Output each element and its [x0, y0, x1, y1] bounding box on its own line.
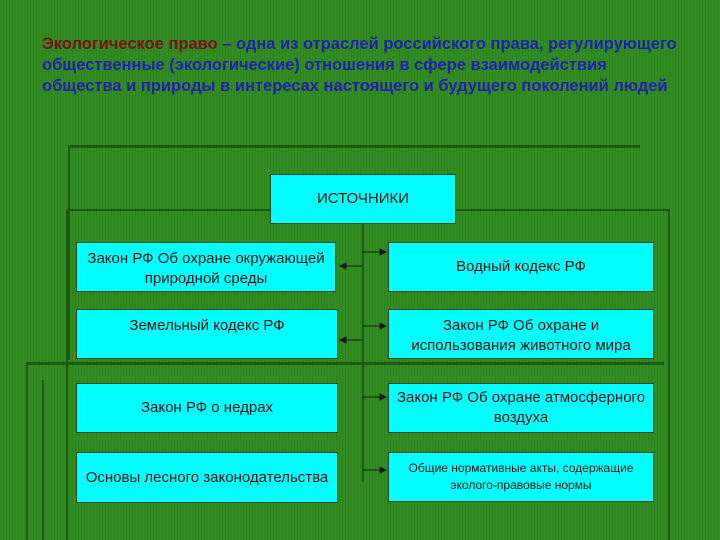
- right-source-4: [388, 452, 654, 502]
- left-source-4: [76, 452, 338, 503]
- left-source-label: Закон РФ о недрах: [140, 399, 274, 416]
- right-source-1: [388, 242, 654, 292]
- right-source-label: Водный кодекс РФ: [456, 258, 586, 275]
- left-source-3: [76, 383, 338, 433]
- right-source-2: [388, 309, 654, 359]
- headline-definition: – одна из отраслей российского права, регулирующего общественные (экологические) отношения в сфере взаимодействия общества и природы в интересах настоящего и будущего поколений людей: [42, 35, 677, 95]
- right-source-label: Общие нормативные акты, содержащие эколого-правовые нормы: [408, 461, 634, 492]
- right-source-label: Закон РФ Об охране атмосферного воздуха: [396, 389, 646, 426]
- right-source-3: [388, 383, 654, 433]
- left-source-label: Основы лесного законодательства: [85, 468, 329, 486]
- root-label: ИСТОЧНИКИ: [316, 190, 410, 207]
- left-source-1: [76, 242, 336, 292]
- left-source-label: Закон РФ Об охране окружающей природной среды: [87, 250, 325, 287]
- left-source-label: Земельный кодекс РФ: [129, 317, 285, 334]
- left-source-2: [76, 309, 338, 359]
- right-source-label: Закон РФ Об охране и использования животного мира: [411, 317, 631, 354]
- root-sources-box: [270, 174, 456, 224]
- headline-term: Экологическое право: [42, 35, 218, 53]
